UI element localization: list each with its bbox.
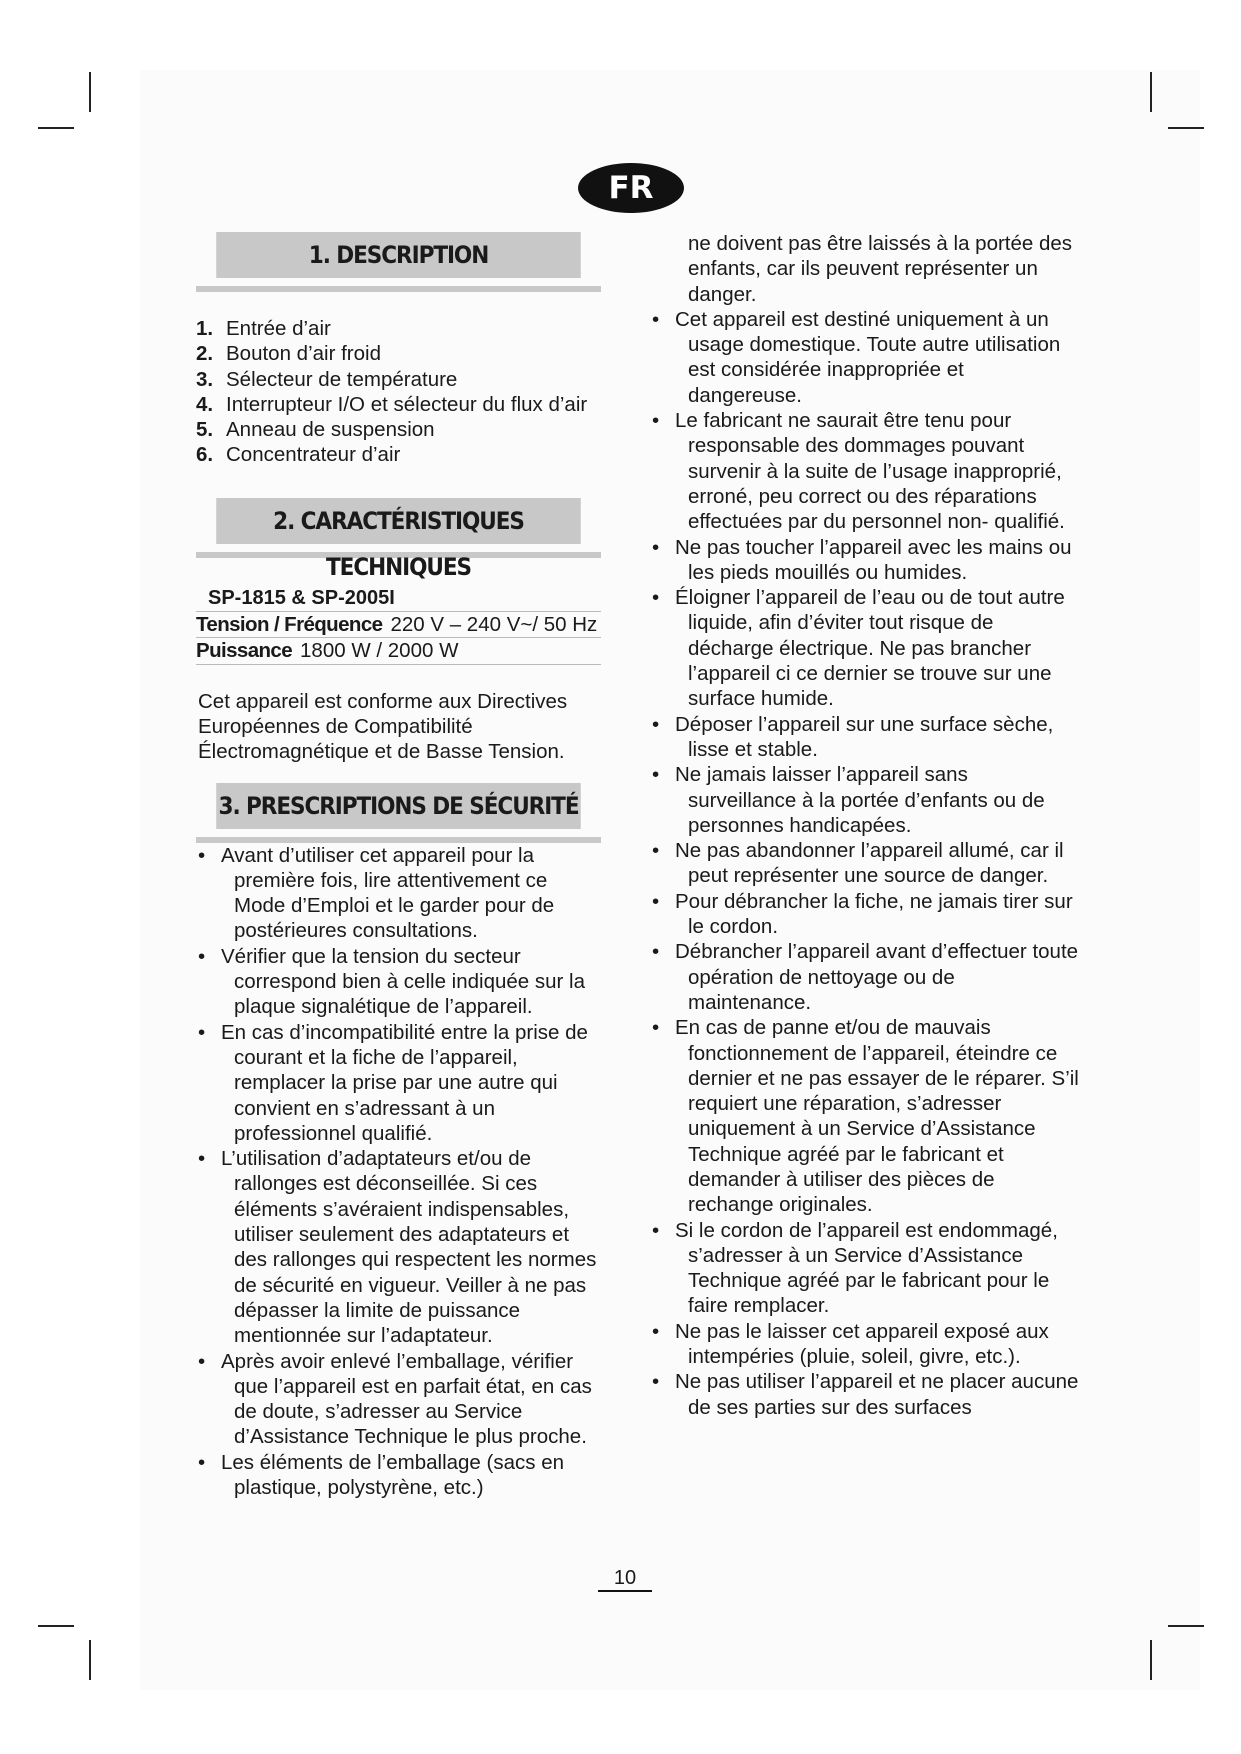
list-item: • L’utilisation d’adaptateurs et/ou de rallonges est déconseillée. Si ces éléments s’avéraient indispensables, utiliser seulement des adaptateurs et des rallonges qui respectent les normes de sécurité en vigueur. Veiller à ne pas dépasser la limite de puissance mentionnée sur l’adaptateur. xyxy=(196,1146,601,1348)
left-column xyxy=(196,232,601,1500)
list-item: • Ne pas le laisser cet appareil exposé aux intempéries (pluie, soleil, givre, etc.). xyxy=(650,1319,1080,1370)
list-item: • Ne pas utiliser l’appareil et ne placer aucune de ses parties sur des surfaces xyxy=(650,1369,1080,1420)
list-item: 6. Concentrateur d’air xyxy=(196,443,401,467)
list-item: • Si le cordon de l’appareil est endommagé, s’adresser à un Service d’Assistance Technique agréé par le fabricant pour le faire remplacer. xyxy=(650,1218,1080,1319)
list-item: • Vérifier que la tension du secteur correspond bien à celle indiquée sur la plaque signalétique de l’appareil. xyxy=(196,944,601,1020)
list-item: • Éloigner l’appareil de l’eau ou de tout autre liquide, afin d’éviter tout risque de décharge électrique. Ne pas brancher l’appareil ci ce dernier se trouve sur une surface humide. xyxy=(650,585,1080,711)
model-name: SP-1815 & SP-2005I xyxy=(196,586,601,612)
list-item: • En cas d’incompatibilité entre la prise de courant et la fiche de l’appareil, remplacer la prise par une autre qui convient en s’adressant à un professionnel qualifié. xyxy=(196,1020,601,1146)
section-title-safety: 3. PRESCRIPTIONS DE SÉCURITÉ xyxy=(216,783,581,829)
list-item: 2. Bouton d’air froid xyxy=(196,342,381,366)
list-item: • Ne jamais laisser l’appareil sans surveillance à la portée d’enfants ou de personnes handicapées. xyxy=(650,762,1080,838)
list-item: • En cas de panne et/ou de mauvais fonctionnement de l’appareil, éteindre ce dernier et ne pas essayer de le réparer. S’il requiert une réparation, s’adresser uniquement à un Service d’Assistance Technique agréé par le fabricant et demander à utiliser des pièces de rechange originales. xyxy=(650,1015,1080,1217)
crop-mark xyxy=(1150,72,1152,112)
conformity-statement: Cet appareil est conforme aux Directives Européennes de Compatibilité Électromagnétique et de Basse Tension. xyxy=(198,689,568,764)
language-badge: FR xyxy=(578,163,684,213)
list-item: • Le fabricant ne saurait être tenu pour responsable des dommages pouvant survenir à la suite de l’usage inapproprié, erroné, peu correct ou des réparations effectuées par du personnel non- qualifié. xyxy=(650,408,1080,534)
section-underline xyxy=(196,286,601,292)
spec-label: Puissance xyxy=(196,639,293,663)
specs-table xyxy=(196,586,601,665)
list-item: 1. Entrée d’air xyxy=(196,317,331,340)
safety-list-right xyxy=(650,307,1080,1420)
list-item: 4. Interrupteur I/O et sélecteur du flux d’air xyxy=(196,392,588,416)
section-title-technical: 2. CARACTÉRISTIQUES TECHNIQUES xyxy=(216,498,581,544)
crop-mark xyxy=(38,1625,74,1627)
crop-mark xyxy=(38,127,74,129)
spec-row xyxy=(196,612,601,638)
list-item: • Avant d’utiliser cet appareil pour la première fois, lire attentivement ce Mode d’Emploi et le garder pour de postérieures consultations. xyxy=(196,843,601,944)
crop-mark xyxy=(1168,1625,1204,1627)
crop-mark xyxy=(1150,1640,1152,1680)
continued-text: ne doivent pas être laissés à la portée des enfants, car ils peuvent représenter un danger. xyxy=(688,232,1073,306)
crop-mark xyxy=(89,72,91,112)
list-item: • Ne pas toucher l’appareil avec les mains ou les pieds mouillés ou humides. xyxy=(650,535,1080,586)
spec-label: Tension / Fréquence xyxy=(196,613,383,637)
spec-value: 1800 W / 2000 W xyxy=(300,639,459,663)
list-item: • Déposer l’appareil sur une surface sèche, lisse et stable. xyxy=(650,712,1080,763)
spec-row xyxy=(196,638,601,664)
list-item: • Pour débrancher la fiche, ne jamais tirer sur le cordon. xyxy=(650,889,1080,940)
page-number: 10 xyxy=(598,1566,652,1592)
safety-list-left xyxy=(196,843,601,1501)
list-item: • Cet appareil est destiné uniquement à un usage domestique. Toute autre utilisation est considérée inappropriée et dangereuse. xyxy=(650,307,1080,408)
section-title-description: 1. DESCRIPTION xyxy=(216,232,581,278)
crop-mark xyxy=(89,1640,91,1680)
spec-value: 220 V – 240 V~/ 50 Hz xyxy=(390,613,598,637)
list-item: • Ne pas abandonner l’appareil allumé, car il peut représenter une source de danger. xyxy=(650,838,1080,889)
list-item: • Les éléments de l’emballage (sacs en plastique, polystyrène, etc.) xyxy=(196,1450,601,1501)
list-item: • Après avoir enlevé l’emballage, vérifier que l’appareil est en parfait état, en cas de doute, s’adresser au Service d’Assistance Technique le plus proche. xyxy=(196,1349,601,1450)
right-column xyxy=(650,231,1080,1420)
list-item: 3. Sélecteur de température xyxy=(196,367,458,391)
list-item: • Débrancher l’appareil avant d’effectuer toute opération de nettoyage ou de maintenance. xyxy=(650,939,1080,1015)
crop-mark xyxy=(1168,127,1204,129)
list-item: 5. Anneau de suspension xyxy=(196,418,435,442)
description-list xyxy=(196,316,601,468)
